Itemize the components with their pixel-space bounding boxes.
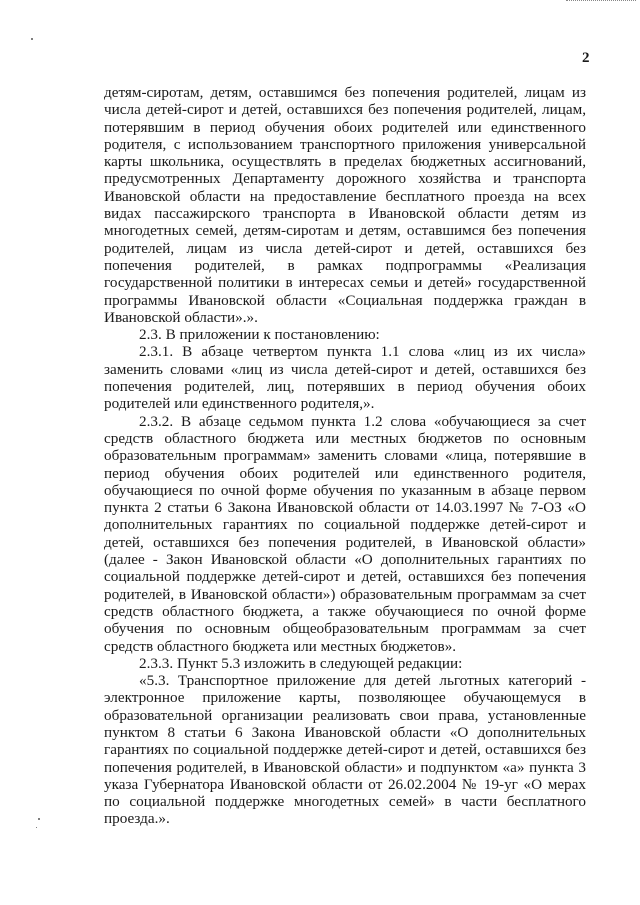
page-number: 2 [582, 50, 590, 66]
paragraph-2-3-1: 2.3.1. В абзаце четвертом пункта 1.1 слова «лиц из их числа» заменить словами «лиц из числа детей-сирот и детей, оставшихся без попечения родителей, лиц, потерявших в период обучения обоих родителей или единственного родителя,». [104, 343, 586, 413]
paragraph-continuation: детям-сиротам, детям, оставшимся без попечения родителей, лицам из числа детей-сирот и детей, оставшихся без попечения родителей, лицам, потерявшим в период обучения обоих родителей или единственного родителя, с использованием транспортного приложения универсальной карты школьника, осуществлять в пределах бюджетных ассигнований, предусмотренных Департаменту дорожного хозяйства и транспорта Ивановской области на предоставление бесплатного проезда на всех видах пассажирского транспорта в Ивановской области детям из многодетных семей, детям-сиротам и детям, оставшимся без попечения родителей, лицам из числа детей-сирот и детей, оставшихся без попечения родителей, в рамках подпрограммы «Реализация государственной политики в интересах семьи и детей» государственной программы Ивановской области «Социальная поддержка граждан в Ивановской области».». [104, 84, 586, 326]
scan-speck [38, 818, 40, 820]
paragraph-2-3: 2.3. В приложении к постановлению: [139, 326, 380, 344]
document-body [104, 84, 586, 828]
paragraph-2-3-2: 2.3.2. В абзаце седьмом пункта 1.2 слова «обучающиеся за счет средств областного бюджета или местных бюджетов по основным образовательным программам» заменить словами «лица, потерявшие в период обучения обоих родителей или единственного родителя, обучающиеся по очной форме обучения по указанным в абзаце первом пункта 2 статьи 6 Закона Ивановской области от 14.03.1997 № 7-ОЗ «О дополнительных гарантиях по социальной поддержке детей-сирот и детей, оставшихся без попечения родителей, в Ивановской области» (далее - Закон Ивановской области «О дополнительных гарантиях по социальной поддержке детей-сирот и детей, оставшихся без попечения родителей, в Ивановской области») образовательным программам за счет средств областного бюджета, а также обучающиеся по очной форме обучения по основным общеобразовательным программам за счет средств областного бюджета или местных бюджетов». [104, 412, 586, 655]
scan-edge-mark [566, 0, 636, 8]
paragraph-2-3-3: 2.3.3. Пункт 5.3 изложить в следующей редакции: [139, 654, 463, 672]
scan-speck [36, 827, 37, 828]
scan-speck [31, 38, 33, 40]
paragraph-5-3-quote: «5.3. Транспортное приложение для детей льготных категорий - электронное приложение карты, позволяющее обучающемуся в образовательной организации реализовать свои права, установленные пунктом 8 статьи 6 Закона Ивановской области «О дополнительных гарантиях по социальной поддержке детей-сирот и детей, оставшихся без попечения родителей, в Ивановской области» и подпунктом «а» пункта 3 указа Губернатора Ивановской области от 26.02.2004 № 19-уг «О мерах по социальной поддержке многодетных семей» в части бесплатного проезда.». [104, 672, 586, 828]
